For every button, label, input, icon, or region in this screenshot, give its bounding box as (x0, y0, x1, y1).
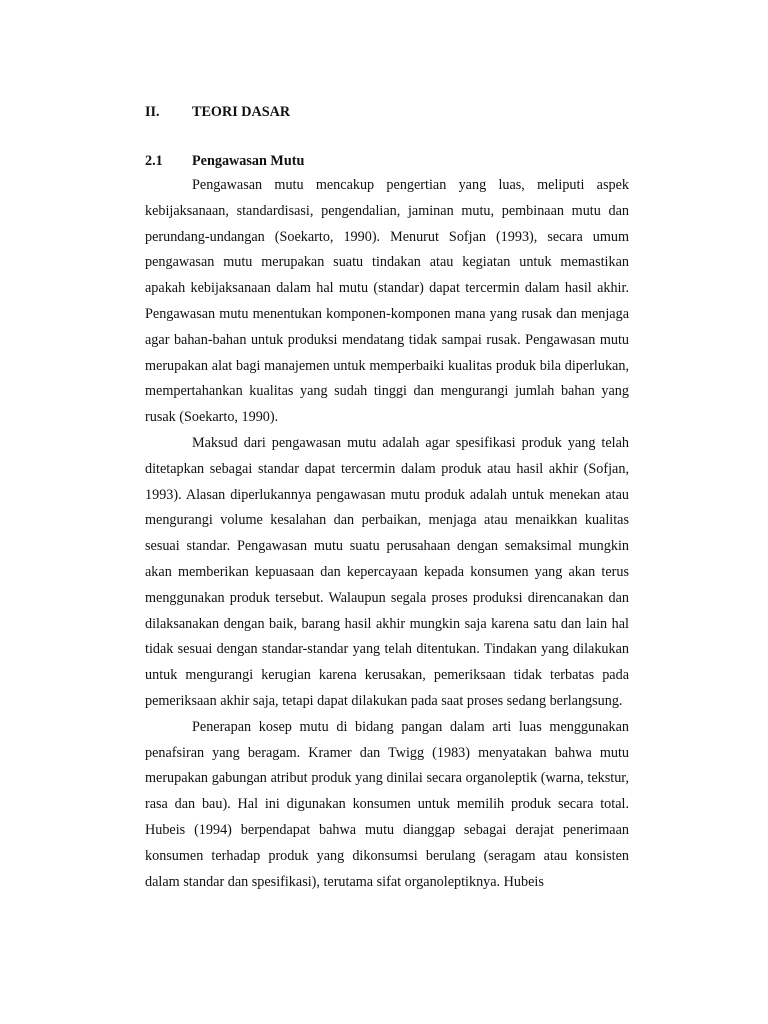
chapter-number: II. (145, 104, 160, 120)
paragraph: Penerapan kosep mutu di bidang pangan dalam arti luas menggunakan penafsiran yang beragam. Kramer dan Twigg (1983) menyatakan bahwa mutu merupakan gabungan atribut produk yang dinilai secara organoleptik (warna, tekstur, rasa dan bau). Hal ini digunakan konsumen untuk memilih produk secara total. Hubeis (1994) berpendapat bahwa mutu dianggap sebagai derajat penerimaan konsumen terhadap produk yang dikonsumsi berulang (seragam atau konsisten dalam standar dan spesifikasi), terutama sifat organoleptiknya. Hubeis (145, 718, 629, 890)
section-title: Pengawasan Mutu (192, 153, 305, 169)
body-text (145, 173, 629, 895)
paragraph: Maksud dari pengawasan mutu adalah agar spesifikasi produk yang telah ditetapkan sebagai standar dapat tercermin dalam produk atau hasil akhir (Sofjan, 1993). Alasan diperlukannya pengawasan mutu produk adalah untuk menekan atau mengurangi volume kesalahan dan perbaikan, menjaga atau menaikkan kualitas sesuai standar. Pengawasan mutu suatu perusahaan dengan semaksimal mungkin akan memberikan kepuasaan dan kepercayaan kepada konsumen yang akan terus menggunakan produk tersebut. Walaupun segala proses produksi direncanakan dan dilaksanakan dengan baik, barang hasil akhir mungkin saja karena satu dan lain hal tidak sesuai dengan standar-standar yang telah ditentukan. Tindakan yang dilakukan untuk mengurangi kerugian karena kerusakan, pemeriksaan tidak terbatas pada pemeriksaan akhir saja, tetapi dapat dilakukan pada saat proses sedang berlangsung. (145, 434, 629, 709)
paragraph: Pengawasan mutu mencakup pengertian yang luas, meliputi aspek kebijaksanaan, standardisasi, pengendalian, jaminan mutu, pembinaan mutu dan perundang-undangan (Soekarto, 1990). Menurut Sofjan (1993), secara umum pengawasan mutu merupakan suatu tindakan atau kegiatan untuk memastikan apakah kebijaksanaan dalam hal mutu (standar) dapat tercermin dalam hasil akhir. Pengawasan mutu menentukan komponen-komponen mana yang rusak dan menjaga agar bahan-bahan untuk produksi mendatang tidak sampai rusak. Pengawasan mutu merupakan alat bagi manajemen untuk memperbaiki kualitas produk bila diperlukan, mempertahankan kualitas yang sudah tinggi dan mengurangi jumlah bahan yang rusak (Soekarto, 1990). (145, 177, 629, 426)
section-heading (145, 153, 304, 170)
chapter-heading (145, 104, 290, 121)
chapter-title: TEORI DASAR (192, 104, 291, 120)
section-number: 2.1 (145, 153, 163, 169)
